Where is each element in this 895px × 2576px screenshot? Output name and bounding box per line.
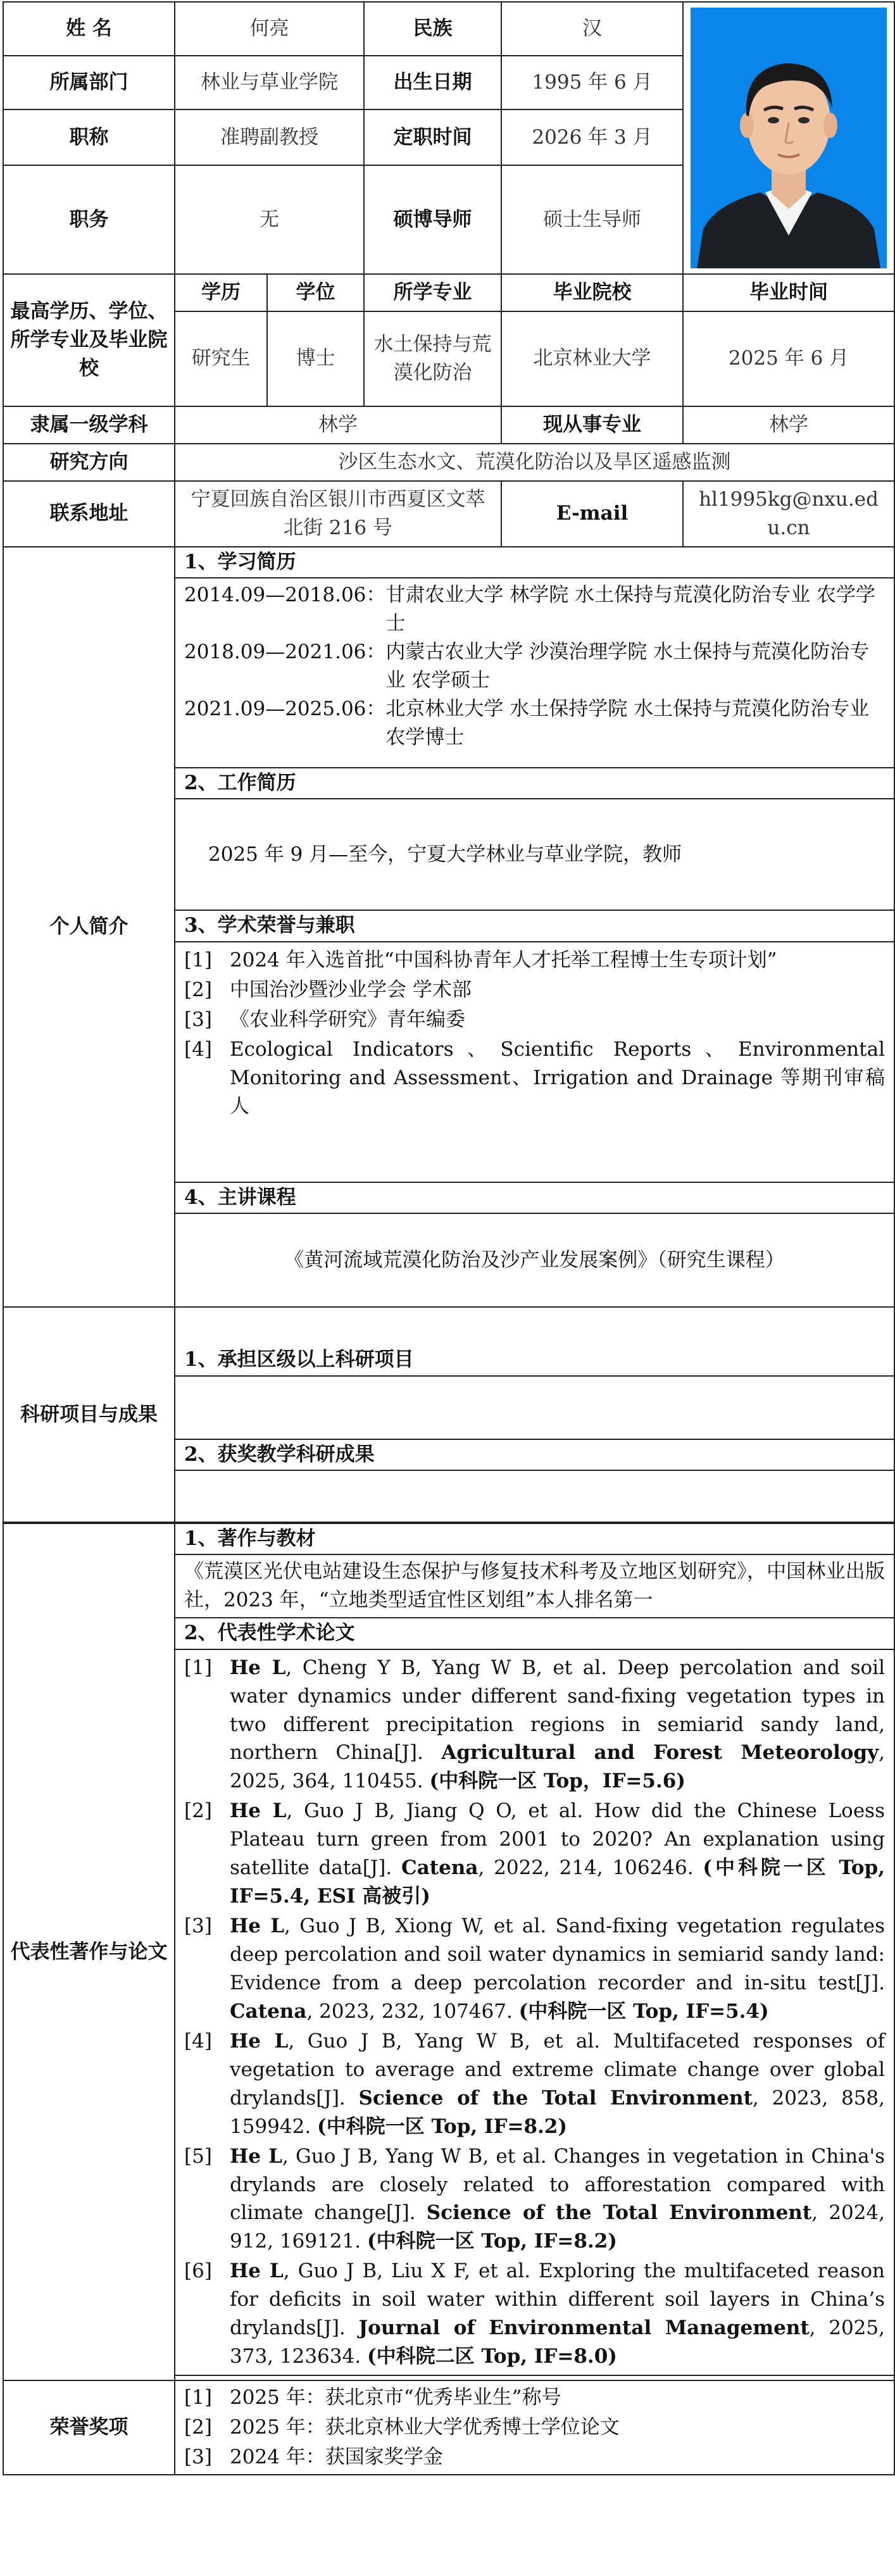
- birth-value: 1995 年 6 月: [501, 56, 683, 109]
- edu-header-school: 毕业院校: [501, 274, 683, 311]
- works-label: 代表性著作与论文: [3, 1523, 175, 2380]
- study-entry: 2014.09—2018.06： 甘肃农业大学 林学院 水土保持与荒漠化防治专业 农学学士: [184, 584, 875, 635]
- address-label: 联系地址: [3, 481, 175, 547]
- supervisor-value: 硕士生导师: [501, 165, 683, 274]
- hire-label: 定职时间: [364, 109, 501, 166]
- paper-item: [3] He L, Guo J B, Xiong W, et al. Sand-fixing vegetation regulates deep percolation and soil water dynamics in semiarid sandy land: Evidence from a deep percolation recorder and in-situ test[J]. Catena, 2023, 232, 107467. (中科院一区 Top, IF=5.4): [184, 1915, 885, 2023]
- projects-sub2: 2、获奖教学科研成果: [175, 1440, 894, 1471]
- name-label: 姓 名: [3, 2, 175, 56]
- research-value: 沙区生态水文、荒漠化防治以及旱区遥感监测: [175, 444, 894, 481]
- photo-cell: [683, 2, 894, 274]
- edu-header-major: 所学专业: [364, 274, 501, 311]
- title-label: 职称: [3, 109, 175, 166]
- course-title: 4、主讲课程: [175, 1182, 894, 1213]
- page-two: [3, 1523, 894, 2475]
- projects-label: 科研项目与成果: [3, 1307, 175, 1522]
- paper-item: [6] He L, Guo J B, Liu X F, et al. Exploring the multifaceted reason for deficits in soil water within different soil layers in China’s drylands[J]. Journal of Environmental Management, 2025, 373, 123634. (中科院二区 Top, IF=8.0): [184, 2260, 885, 2368]
- projects-sub1: 1、承担区级以上科研项目: [175, 1345, 894, 1375]
- paper-item: [2] He L, Guo J B, Jiang Q O, et al. How did the Chinese Loess Plateau turn green from 2001 to 2020? An explanation using satellite data[J]. Catena, 2022, 214, 106246. (中科院一区 Top, IF=5.4, ESI 高被引): [184, 1799, 886, 1908]
- edu-header-time: 毕业时间: [683, 274, 894, 311]
- books-title: 1、著作与教材: [175, 1523, 894, 1554]
- list-item: [4] Ecological Indicators、Scientific Reports、Environmental Monitoring and Assessment、Irrigation and Drainage 等期刊审稿人: [184, 1037, 885, 1118]
- edu-school: 北京林业大学: [501, 311, 683, 406]
- supervisor-label: 硕博导师: [364, 165, 501, 274]
- portrait-drawing: [691, 8, 887, 268]
- study-title: 1、学习简历: [175, 547, 894, 578]
- study-entry: 2018.09—2021.06： 内蒙古农业大学 沙漠治理学院 水土保持与荒漠化防治专业 农学硕士: [184, 640, 870, 692]
- list-item: [3] 2024 年：获国家奖学金: [184, 2445, 443, 2468]
- paper-item: [1] He L, Cheng Y B, Yang W B, et al. Deep percolation and soil water dynamics under different sand-fixing vegetation types in two different precipitation regions in semiarid sandy land, northern China[J]. Agricultural and Forest Meteorology, 2025, 364, 110455. (中科院一区 Top，IF=5.6): [184, 1656, 885, 1793]
- email-label: E-mail: [501, 481, 683, 547]
- paper-list: [175, 1649, 894, 2375]
- projects-spacer: [175, 1307, 894, 1345]
- works-end-spacer: [175, 2375, 894, 2380]
- works-table: [3, 1523, 895, 2475]
- honor-title: 3、学术荣誉与兼职: [175, 910, 894, 941]
- paper-item: [5] He L, Guo J B, Yang W B, et al. Changes in vegetation in China's drylands are closely related to afforestation compared with climate change[J]. Science of the Total Environment, 2024, 912, 169121. (中科院一区 Top, IF=8.2): [184, 2144, 885, 2253]
- education-label: 最高学历、学位、所学专业及毕业院校: [3, 274, 175, 406]
- discipline-label: 隶属一级学科: [3, 406, 175, 444]
- award-list: [175, 2380, 894, 2475]
- list-item: [1] 2024 年入选首批“中国科协青年人才托举工程博士生专项计划”: [184, 948, 777, 972]
- work-text: 2025 年 9 月—至今，宁夏大学林业与草业学院，教师: [175, 799, 894, 910]
- profile-table: [3, 1, 895, 1523]
- edu-time: 2025 年 6 月: [683, 311, 894, 406]
- projects-sub2-wrap: [175, 1439, 894, 1522]
- honor-list: [175, 942, 894, 1182]
- portrait-photo: [691, 8, 887, 268]
- research-label: 研究方向: [3, 444, 175, 481]
- address-value: 宁夏回族自治区银川市西夏区文萃北街 216 号: [175, 481, 501, 547]
- work-title: 2、工作简历: [175, 768, 894, 799]
- papers-title: 2、代表性学术论文: [175, 1618, 894, 1649]
- dept-value: 林业与草业学院: [175, 56, 364, 109]
- ethnic-value: 汉: [501, 2, 683, 56]
- page-one: [3, 1, 894, 1523]
- paper-item: [4] He L, Guo J B, Yang W B, et al. Multifaceted responses of vegetation to average and extreme climate change over global drylands[J]. Science of the Total Environment, 2023, 858, 159942. (中科院一区 Top, IF=8.2): [184, 2029, 885, 2138]
- list-item: [2] 中国治沙暨沙业学会 学术部: [184, 978, 472, 1001]
- discipline-value: 林学: [175, 406, 501, 444]
- major-label: 现从事专业: [501, 406, 683, 444]
- list-item: [1] 2025 年：获北京市“优秀毕业生”称号: [184, 2386, 561, 2410]
- book-entry: 《荒漠区光伏电站建设生态保护与修复技术科考及立地区划研究》，中国林业出版社，2023 年，“立地类型适宜性区划组”本人排名第一: [175, 1554, 894, 1618]
- projects-sub1-body: [175, 1376, 894, 1439]
- edu-major: 水土保持与荒漠化防治: [364, 311, 501, 406]
- birth-label: 出生日期: [364, 56, 501, 109]
- profile-label: 个人简介: [3, 547, 175, 1308]
- awards-label: 荣誉奖项: [3, 2380, 175, 2475]
- ethnic-label: 民族: [364, 2, 501, 56]
- list-item: [3] 《农业科学研究》青年编委: [184, 1008, 465, 1031]
- study-entry: 2021.09—2025.06： 北京林业大学 水土保持学院 水土保持与荒漠化防治专业 农学博士: [184, 697, 870, 749]
- edu-header-title: 学位: [267, 274, 364, 311]
- name-value: 何亮: [175, 2, 364, 56]
- projects-sub2-body: [175, 1471, 894, 1522]
- post-value: 无: [175, 165, 364, 274]
- email-value[interactable]: hl1995kg@nxu.edu.cn: [683, 481, 894, 547]
- edu-title: 博士: [267, 311, 364, 406]
- edu-degree: 研究生: [175, 311, 267, 406]
- study-list: [175, 578, 894, 768]
- list-item: [2] 2025 年：获北京林业大学优秀博士学位论文: [184, 2416, 620, 2439]
- title-value: 准聘副教授: [175, 109, 364, 166]
- dept-label: 所属部门: [3, 56, 175, 109]
- post-label: 职务: [3, 165, 175, 274]
- course-text: 《黄河流域荒漠化防治及沙产业发展案例》（研究生课程）: [175, 1213, 894, 1307]
- edu-header-degree: 学历: [175, 274, 267, 311]
- hire-value: 2026 年 3 月: [501, 109, 683, 166]
- major-value: 林学: [683, 406, 894, 444]
